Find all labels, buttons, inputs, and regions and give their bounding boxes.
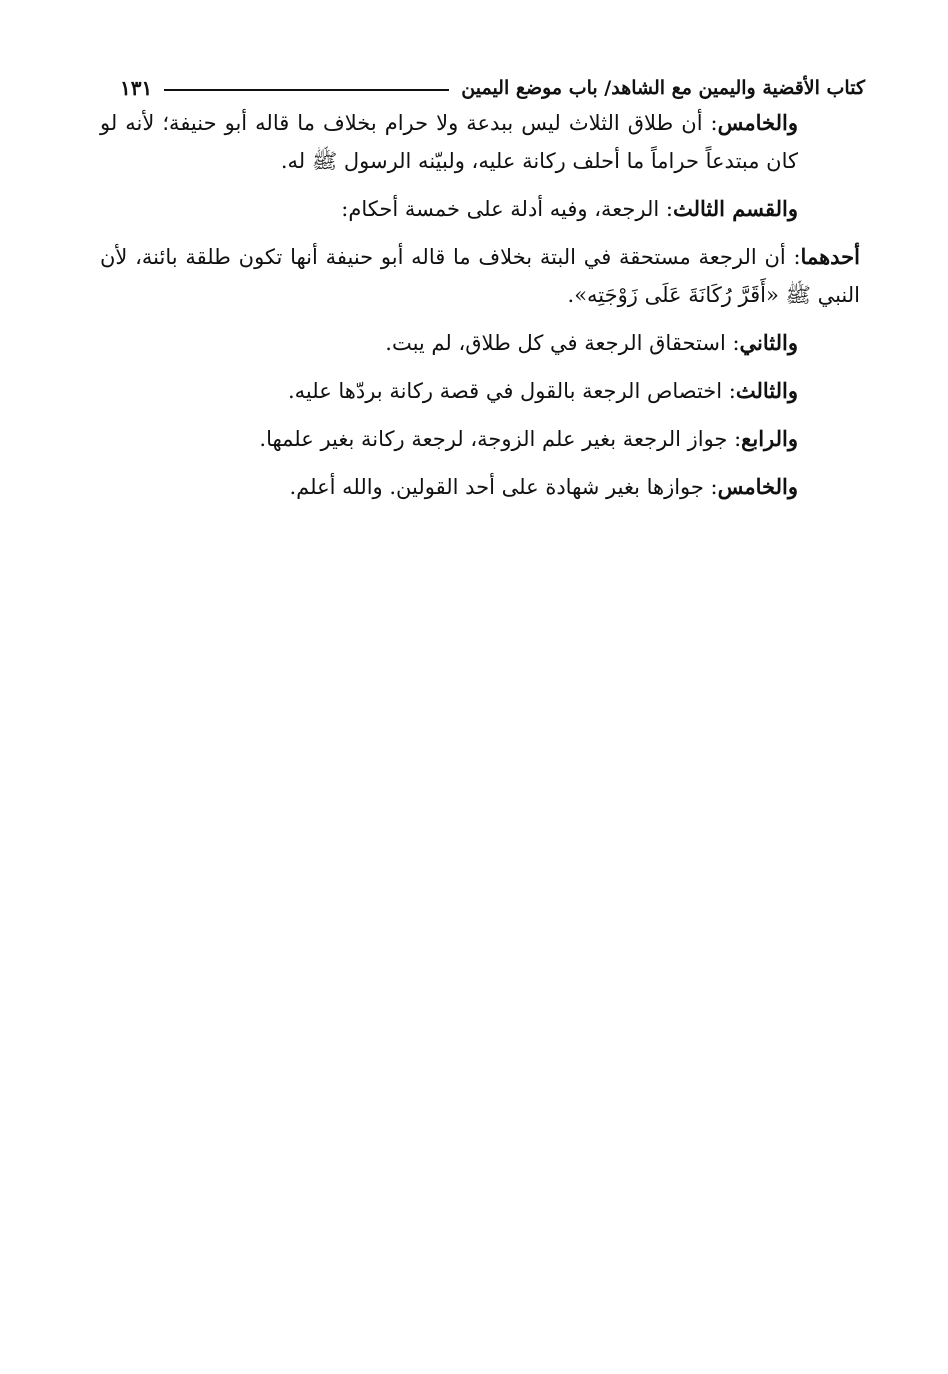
paragraph-lead: والثالث bbox=[735, 378, 798, 403]
paragraph-fifth-talaq bbox=[100, 104, 860, 180]
paragraph-second-ruling bbox=[100, 324, 860, 362]
paragraph-lead: والثاني bbox=[739, 330, 798, 355]
paragraph-lead: والرابع bbox=[741, 426, 798, 451]
paragraph-fourth-ruling bbox=[100, 420, 860, 458]
paragraph-text: : استحقاق الرجعة في كل طلاق، لم يبت. bbox=[385, 331, 740, 355]
page-body bbox=[100, 104, 860, 516]
paragraph-text: : أن الرجعة مستحقة في البتة بخلاف ما قاله أبو حنيفة أنها تكون طلقة بائنة، لأن النبي ﷺ «أَقَرَّ رُكَانَةَ عَلَى زَوْجَتِه». bbox=[100, 245, 860, 307]
paragraph-lead: والخامس bbox=[717, 474, 798, 499]
header-title: كتاب الأقضية واليمين مع الشاهد/ باب موضع اليمين bbox=[461, 77, 865, 99]
paragraph-first-ruling bbox=[100, 238, 860, 314]
header-rule bbox=[164, 89, 449, 91]
paragraph-text: : أن طلاق الثلاث ليس ببدعة ولا حرام بخلاف ما قاله أبو حنيفة؛ لأنه لو كان مبتدعاً حراماً ما أحلف ركانة عليه، ولبيّنه الرسول ﷺ له. bbox=[100, 111, 798, 173]
paragraph-text: : جواز الرجعة بغير علم الزوجة، لرجعة ركانة بغير علمها. bbox=[259, 427, 742, 451]
paragraph-lead: والخامس bbox=[717, 110, 798, 135]
paragraph-third-section bbox=[100, 190, 860, 228]
paragraph-lead: والقسم الثالث bbox=[672, 196, 798, 221]
running-header bbox=[120, 72, 865, 104]
page-number: ١٣١ bbox=[120, 76, 153, 100]
paragraph-lead: أحدهما bbox=[800, 244, 860, 269]
paragraph-text: : اختصاص الرجعة بالقول في قصة ركانة بردّها عليه. bbox=[287, 379, 736, 403]
paragraph-text: : الرجعة، وفيه أدلة على خمسة أحكام: bbox=[341, 197, 673, 221]
paragraph-third-ruling bbox=[100, 372, 860, 410]
paragraph-fifth-ruling bbox=[100, 468, 860, 506]
paragraph-text: : جوازها بغير شهادة على أحد القولين. والله أعلم. bbox=[289, 475, 718, 499]
